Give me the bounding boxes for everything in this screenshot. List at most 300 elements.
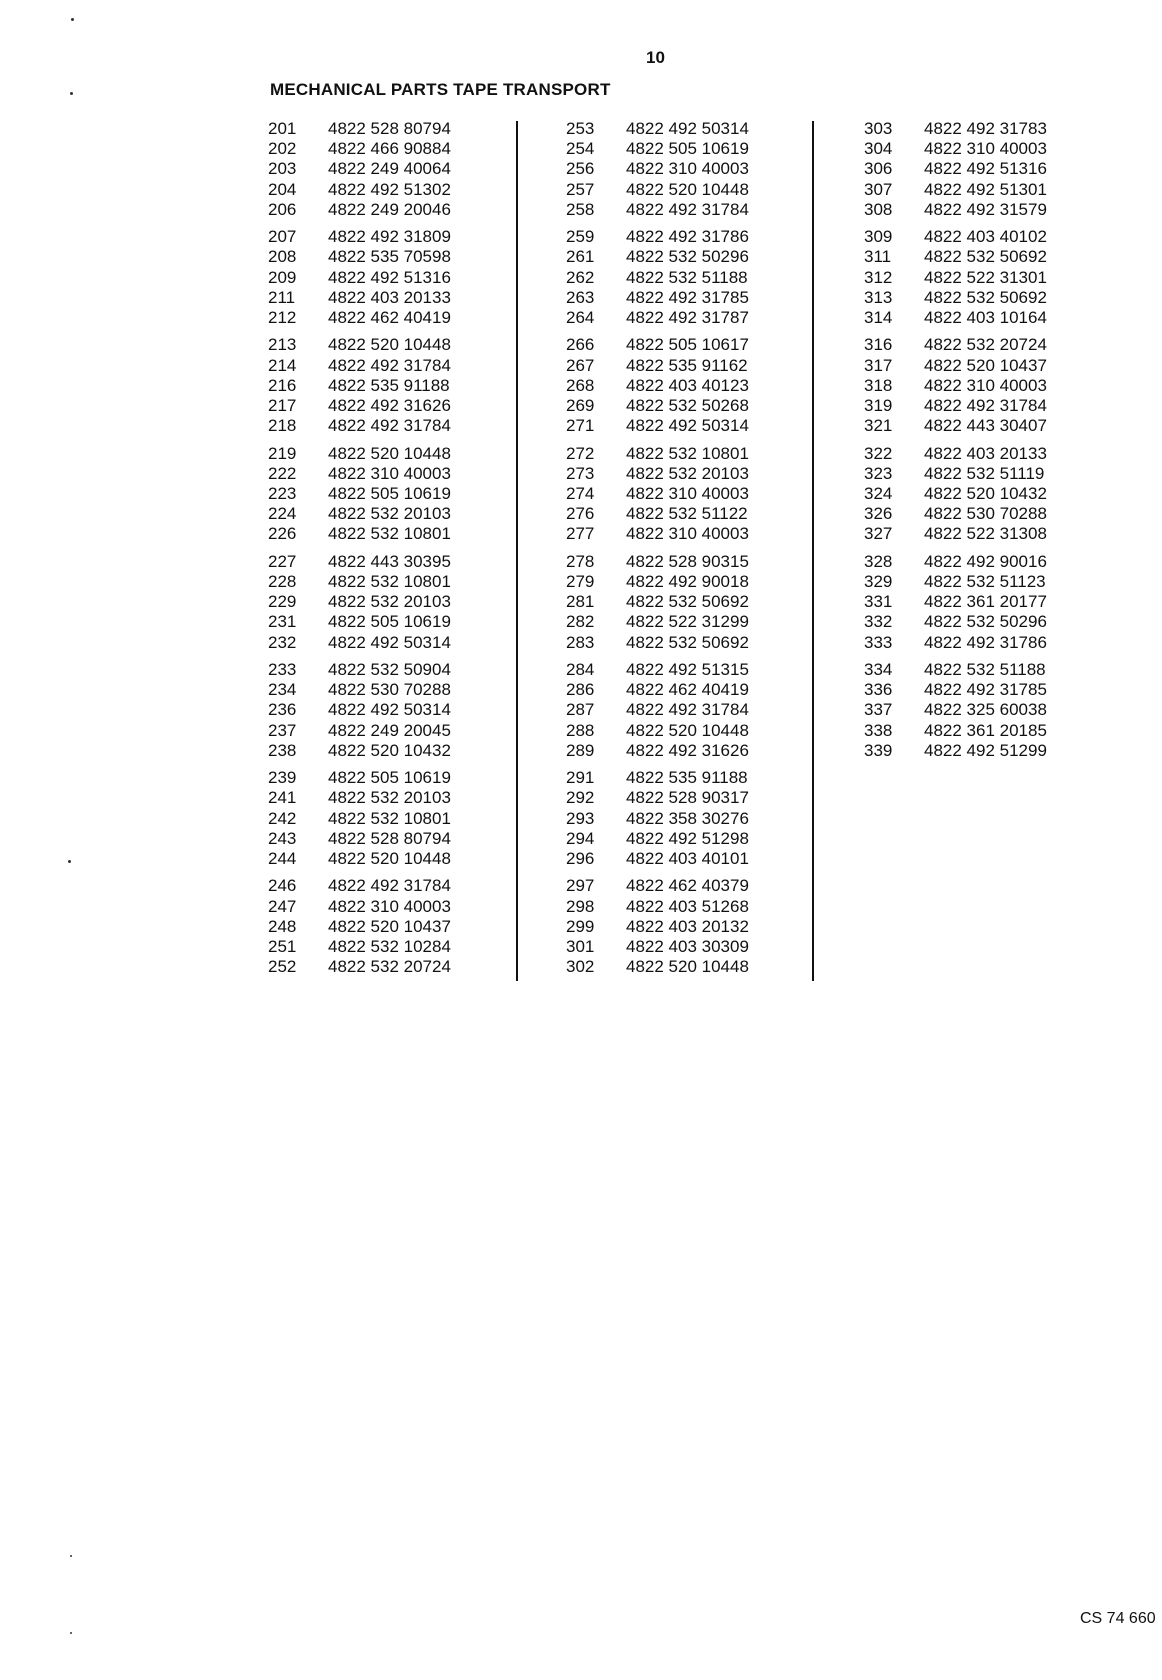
parts-row [268, 741, 508, 761]
parts-row [864, 612, 1104, 632]
item-number: 307 [864, 179, 893, 199]
item-number: 248 [268, 916, 297, 936]
item-number: 318 [864, 375, 893, 395]
parts-group [268, 552, 508, 653]
part-code: 4822 310 40003 [328, 463, 451, 483]
item-number: 292 [566, 788, 595, 808]
part-code: 4822 492 50314 [328, 700, 451, 720]
item-number: 334 [864, 660, 893, 680]
parts-row [864, 139, 1104, 159]
parts-row [566, 524, 806, 544]
scan-speck [70, 1555, 72, 1557]
parts-row [268, 957, 508, 977]
item-number: 269 [566, 396, 595, 416]
part-code: 4822 532 20724 [924, 335, 1047, 355]
part-code: 4822 249 20045 [328, 720, 451, 740]
item-number: 266 [566, 335, 595, 355]
parts-row [268, 572, 508, 592]
part-code: 4822 532 50692 [626, 632, 749, 652]
parts-row [864, 288, 1104, 308]
item-number: 284 [566, 660, 595, 680]
item-number: 338 [864, 720, 893, 740]
part-code: 4822 443 30395 [328, 551, 451, 571]
part-code: 4822 403 40123 [626, 375, 749, 395]
part-code: 4822 505 10619 [626, 139, 749, 159]
parts-row [864, 680, 1104, 700]
part-code: 4822 492 50314 [328, 632, 451, 652]
part-code: 4822 532 50692 [924, 287, 1047, 307]
item-number: 281 [566, 592, 595, 612]
item-number: 258 [566, 199, 595, 219]
item-number: 308 [864, 199, 893, 219]
part-code: 4822 492 31626 [328, 396, 451, 416]
part-code: 4822 492 31784 [328, 355, 451, 375]
page-title: MECHANICAL PARTS TAPE TRANSPORT [270, 80, 611, 99]
part-code: 4822 532 10801 [626, 443, 749, 463]
parts-row [864, 376, 1104, 396]
parts-row [268, 416, 508, 436]
part-code: 4822 403 20133 [924, 443, 1047, 463]
part-code: 4822 443 30407 [924, 416, 1047, 436]
part-code: 4822 361 20185 [924, 720, 1047, 740]
parts-group [864, 660, 1104, 761]
parts-group [268, 335, 508, 436]
parts-row [864, 335, 1104, 355]
item-number: 253 [566, 119, 595, 138]
item-number: 209 [268, 267, 297, 287]
parts-row [566, 180, 806, 200]
item-number: 327 [864, 524, 893, 544]
item-number: 236 [268, 700, 297, 720]
part-code: 4822 492 51298 [626, 828, 749, 848]
item-number: 202 [268, 139, 297, 159]
part-code: 4822 492 31784 [626, 199, 749, 219]
item-number: 286 [566, 680, 595, 700]
part-code: 4822 310 40003 [626, 159, 749, 179]
item-number: 314 [864, 308, 893, 328]
column-divider [516, 121, 518, 981]
part-code: 4822 310 40003 [924, 139, 1047, 159]
item-number: 223 [268, 484, 297, 504]
item-number: 241 [268, 788, 297, 808]
parts-row [268, 464, 508, 484]
part-code: 4822 249 20046 [328, 199, 451, 219]
part-code: 4822 520 10437 [328, 916, 451, 936]
part-code: 4822 520 10448 [626, 720, 749, 740]
column-divider [812, 121, 814, 981]
item-number: 224 [268, 504, 297, 524]
parts-row [268, 247, 508, 267]
part-code: 4822 532 50296 [626, 247, 749, 267]
part-code: 4822 492 50314 [626, 119, 749, 138]
part-code: 4822 325 60038 [924, 700, 1047, 720]
item-number: 212 [268, 308, 297, 328]
parts-row [864, 159, 1104, 179]
parts-row [268, 768, 508, 788]
parts-row [566, 660, 806, 680]
parts-group [566, 119, 806, 220]
part-code: 4822 403 40101 [626, 849, 749, 869]
item-number: 331 [864, 592, 893, 612]
part-code: 4822 532 20103 [626, 463, 749, 483]
item-number: 232 [268, 632, 297, 652]
item-number: 296 [566, 849, 595, 869]
item-number: 332 [864, 612, 893, 632]
item-number: 272 [566, 443, 595, 463]
item-number: 233 [268, 660, 297, 680]
item-number: 237 [268, 720, 297, 740]
parts-row [566, 809, 806, 829]
part-code: 4822 528 90315 [626, 551, 749, 571]
part-code: 4822 249 40064 [328, 159, 451, 179]
scan-speck [70, 1632, 72, 1634]
item-number: 321 [864, 416, 893, 436]
part-code: 4822 492 31783 [924, 119, 1047, 138]
parts-row [566, 633, 806, 653]
parts-group [566, 444, 806, 545]
parts-row [864, 633, 1104, 653]
parts-row [864, 396, 1104, 416]
item-number: 339 [864, 740, 893, 760]
item-number: 316 [864, 335, 893, 355]
part-code: 4822 520 10448 [328, 335, 451, 355]
item-number: 283 [566, 632, 595, 652]
item-number: 328 [864, 551, 893, 571]
parts-row [566, 288, 806, 308]
item-number: 274 [566, 484, 595, 504]
item-number: 329 [864, 572, 893, 592]
part-code: 4822 530 70288 [924, 504, 1047, 524]
item-number: 239 [268, 768, 297, 788]
parts-group [566, 227, 806, 328]
part-code: 4822 535 91188 [328, 375, 450, 395]
parts-row [268, 937, 508, 957]
item-number: 302 [566, 957, 595, 977]
item-number: 277 [566, 524, 595, 544]
part-code: 4822 532 50268 [626, 396, 749, 416]
item-number: 259 [566, 227, 595, 247]
item-number: 319 [864, 396, 893, 416]
parts-group [268, 660, 508, 761]
item-number: 203 [268, 159, 297, 179]
parts-row [268, 356, 508, 376]
part-code: 4822 403 10164 [924, 308, 1047, 328]
parts-group [566, 552, 806, 653]
item-number: 288 [566, 720, 595, 740]
item-number: 301 [566, 937, 595, 957]
parts-row [566, 768, 806, 788]
item-number: 306 [864, 159, 893, 179]
part-code: 4822 492 31784 [328, 416, 451, 436]
parts-column-3 [864, 119, 1104, 768]
parts-group [268, 227, 508, 328]
item-number: 251 [268, 937, 297, 957]
part-code: 4822 462 40419 [626, 680, 749, 700]
item-number: 287 [566, 700, 595, 720]
part-code: 4822 530 70288 [328, 680, 451, 700]
parts-row [566, 464, 806, 484]
part-code: 4822 462 40419 [328, 308, 451, 328]
part-code: 4822 535 91162 [626, 355, 748, 375]
parts-row [566, 335, 806, 355]
parts-row [566, 741, 806, 761]
item-number: 263 [566, 287, 595, 307]
part-code: 4822 492 31786 [626, 227, 749, 247]
parts-group [566, 335, 806, 436]
item-number: 227 [268, 551, 297, 571]
part-code: 4822 532 51122 [626, 504, 748, 524]
parts-group [864, 227, 1104, 328]
part-code: 4822 492 31786 [924, 632, 1047, 652]
item-number: 297 [566, 876, 595, 896]
item-number: 273 [566, 463, 595, 483]
parts-row [566, 444, 806, 464]
parts-group [864, 335, 1104, 436]
parts-row [566, 897, 806, 917]
part-code: 4822 403 20133 [328, 287, 451, 307]
parts-row [268, 788, 508, 808]
item-number: 326 [864, 504, 893, 524]
part-code: 4822 520 10448 [626, 957, 749, 977]
part-code: 4822 532 20103 [328, 592, 451, 612]
parts-group [864, 119, 1104, 220]
scan-speck [71, 18, 74, 21]
part-code: 4822 403 51268 [626, 896, 749, 916]
parts-group [566, 876, 806, 977]
item-number: 304 [864, 139, 893, 159]
parts-row [566, 552, 806, 572]
parts-row [268, 633, 508, 653]
item-number: 282 [566, 612, 595, 632]
part-code: 4822 532 10801 [328, 572, 451, 592]
part-code: 4822 505 10619 [328, 768, 451, 788]
part-code: 4822 403 30309 [626, 937, 749, 957]
item-number: 322 [864, 443, 893, 463]
parts-row [864, 484, 1104, 504]
item-number: 309 [864, 227, 893, 247]
part-code: 4822 528 80794 [328, 119, 451, 138]
item-number: 294 [566, 828, 595, 848]
parts-row [566, 680, 806, 700]
item-number: 216 [268, 375, 297, 395]
parts-row [864, 552, 1104, 572]
part-code: 4822 532 51188 [924, 660, 1046, 680]
item-number: 323 [864, 463, 893, 483]
parts-row [864, 524, 1104, 544]
part-code: 4822 532 50296 [924, 612, 1047, 632]
item-number: 291 [566, 768, 595, 788]
item-number: 206 [268, 199, 297, 219]
parts-row [566, 139, 806, 159]
parts-row [864, 700, 1104, 720]
part-code: 4822 492 51302 [328, 179, 451, 199]
parts-row [268, 592, 508, 612]
item-number: 211 [268, 287, 296, 307]
parts-row [566, 268, 806, 288]
part-code: 4822 310 40003 [924, 375, 1047, 395]
part-code: 4822 532 10801 [328, 808, 451, 828]
parts-row [566, 829, 806, 849]
part-code: 4822 492 51316 [924, 159, 1047, 179]
item-number: 247 [268, 896, 297, 916]
parts-row [268, 484, 508, 504]
parts-row [566, 227, 806, 247]
scan-speck [70, 92, 73, 95]
parts-row [268, 897, 508, 917]
parts-row [268, 159, 508, 179]
parts-row [864, 268, 1104, 288]
item-number: 337 [864, 700, 893, 720]
item-number: 317 [864, 355, 893, 375]
item-number: 228 [268, 572, 297, 592]
part-code: 4822 505 10619 [328, 612, 451, 632]
parts-row [566, 247, 806, 267]
item-number: 278 [566, 551, 595, 571]
part-code: 4822 528 90317 [626, 788, 749, 808]
parts-row [864, 464, 1104, 484]
part-code: 4822 492 50314 [626, 416, 749, 436]
parts-row [566, 572, 806, 592]
part-code: 4822 492 31784 [328, 876, 451, 896]
parts-row [864, 180, 1104, 200]
item-number: 311 [864, 247, 892, 267]
parts-column-1 [268, 119, 508, 985]
parts-row [268, 612, 508, 632]
parts-row [566, 396, 806, 416]
parts-row [268, 396, 508, 416]
item-number: 222 [268, 463, 297, 483]
parts-row [268, 308, 508, 328]
part-code: 4822 520 10448 [626, 179, 749, 199]
parts-row [566, 504, 806, 524]
parts-row [566, 937, 806, 957]
part-code: 4822 492 31785 [626, 287, 749, 307]
part-code: 4822 492 31579 [924, 199, 1047, 219]
part-code: 4822 492 31785 [924, 680, 1047, 700]
parts-row [268, 119, 508, 139]
item-number: 303 [864, 119, 893, 138]
item-number: 217 [268, 396, 297, 416]
parts-row [268, 200, 508, 220]
part-code: 4822 535 70598 [328, 247, 451, 267]
part-code: 4822 520 10432 [328, 740, 451, 760]
parts-row [268, 180, 508, 200]
item-number: 336 [864, 680, 893, 700]
parts-row [268, 376, 508, 396]
item-number: 271 [566, 416, 595, 436]
item-number: 214 [268, 355, 297, 375]
part-code: 4822 462 40379 [626, 876, 749, 896]
part-code: 4822 492 90018 [626, 572, 749, 592]
part-code: 4822 492 31809 [328, 227, 451, 247]
parts-group [268, 119, 508, 220]
part-code: 4822 528 80794 [328, 828, 451, 848]
parts-row [268, 227, 508, 247]
parts-row [566, 721, 806, 741]
parts-row [566, 592, 806, 612]
part-code: 4822 310 40003 [328, 896, 451, 916]
parts-group [566, 768, 806, 869]
parts-row [268, 660, 508, 680]
item-number: 246 [268, 876, 297, 896]
part-code: 4822 492 31784 [626, 700, 749, 720]
parts-row [864, 119, 1104, 139]
part-code: 4822 403 40102 [924, 227, 1047, 247]
item-number: 252 [268, 957, 297, 977]
item-number: 276 [566, 504, 595, 524]
parts-row [268, 288, 508, 308]
parts-row [566, 700, 806, 720]
part-code: 4822 310 40003 [626, 524, 749, 544]
parts-row [864, 741, 1104, 761]
item-number: 234 [268, 680, 297, 700]
page-number: 10 [646, 48, 665, 67]
item-number: 324 [864, 484, 893, 504]
part-code: 4822 522 31299 [626, 612, 749, 632]
part-code: 4822 532 20103 [328, 504, 451, 524]
part-code: 4822 492 31784 [924, 396, 1047, 416]
item-number: 229 [268, 592, 297, 612]
part-code: 4822 492 31787 [626, 308, 749, 328]
item-number: 218 [268, 416, 297, 436]
parts-row [864, 721, 1104, 741]
parts-group [268, 768, 508, 869]
parts-group [864, 444, 1104, 545]
parts-row [864, 227, 1104, 247]
parts-row [566, 957, 806, 977]
part-code: 4822 532 51119 [924, 463, 1045, 483]
parts-row [566, 612, 806, 632]
item-number: 244 [268, 849, 297, 869]
part-code: 4822 505 10617 [626, 335, 749, 355]
part-code: 4822 532 50904 [328, 660, 451, 680]
item-number: 257 [566, 179, 595, 199]
parts-row [566, 416, 806, 436]
parts-row [268, 829, 508, 849]
parts-row [566, 917, 806, 937]
part-code: 4822 532 10284 [328, 937, 451, 957]
parts-row [566, 119, 806, 139]
parts-row [268, 139, 508, 159]
parts-row [566, 876, 806, 896]
parts-row [864, 444, 1104, 464]
part-code: 4822 532 50692 [626, 592, 749, 612]
parts-row [268, 849, 508, 869]
part-code: 4822 361 20177 [924, 592, 1047, 612]
item-number: 243 [268, 828, 297, 848]
parts-row [268, 809, 508, 829]
part-code: 4822 492 51299 [924, 740, 1047, 760]
parts-row [268, 504, 508, 524]
item-number: 208 [268, 247, 297, 267]
parts-row [566, 788, 806, 808]
part-code: 4822 492 31626 [626, 740, 749, 760]
parts-row [864, 247, 1104, 267]
part-code: 4822 520 10432 [924, 484, 1047, 504]
parts-row [566, 484, 806, 504]
parts-row [864, 200, 1104, 220]
parts-row [566, 376, 806, 396]
parts-row [268, 680, 508, 700]
item-number: 313 [864, 287, 893, 307]
part-code: 4822 466 90884 [328, 139, 451, 159]
parts-group [268, 444, 508, 545]
part-code: 4822 532 50692 [924, 247, 1047, 267]
part-code: 4822 532 51188 [626, 267, 748, 287]
parts-row [864, 356, 1104, 376]
parts-row [268, 700, 508, 720]
part-code: 4822 520 10437 [924, 355, 1047, 375]
